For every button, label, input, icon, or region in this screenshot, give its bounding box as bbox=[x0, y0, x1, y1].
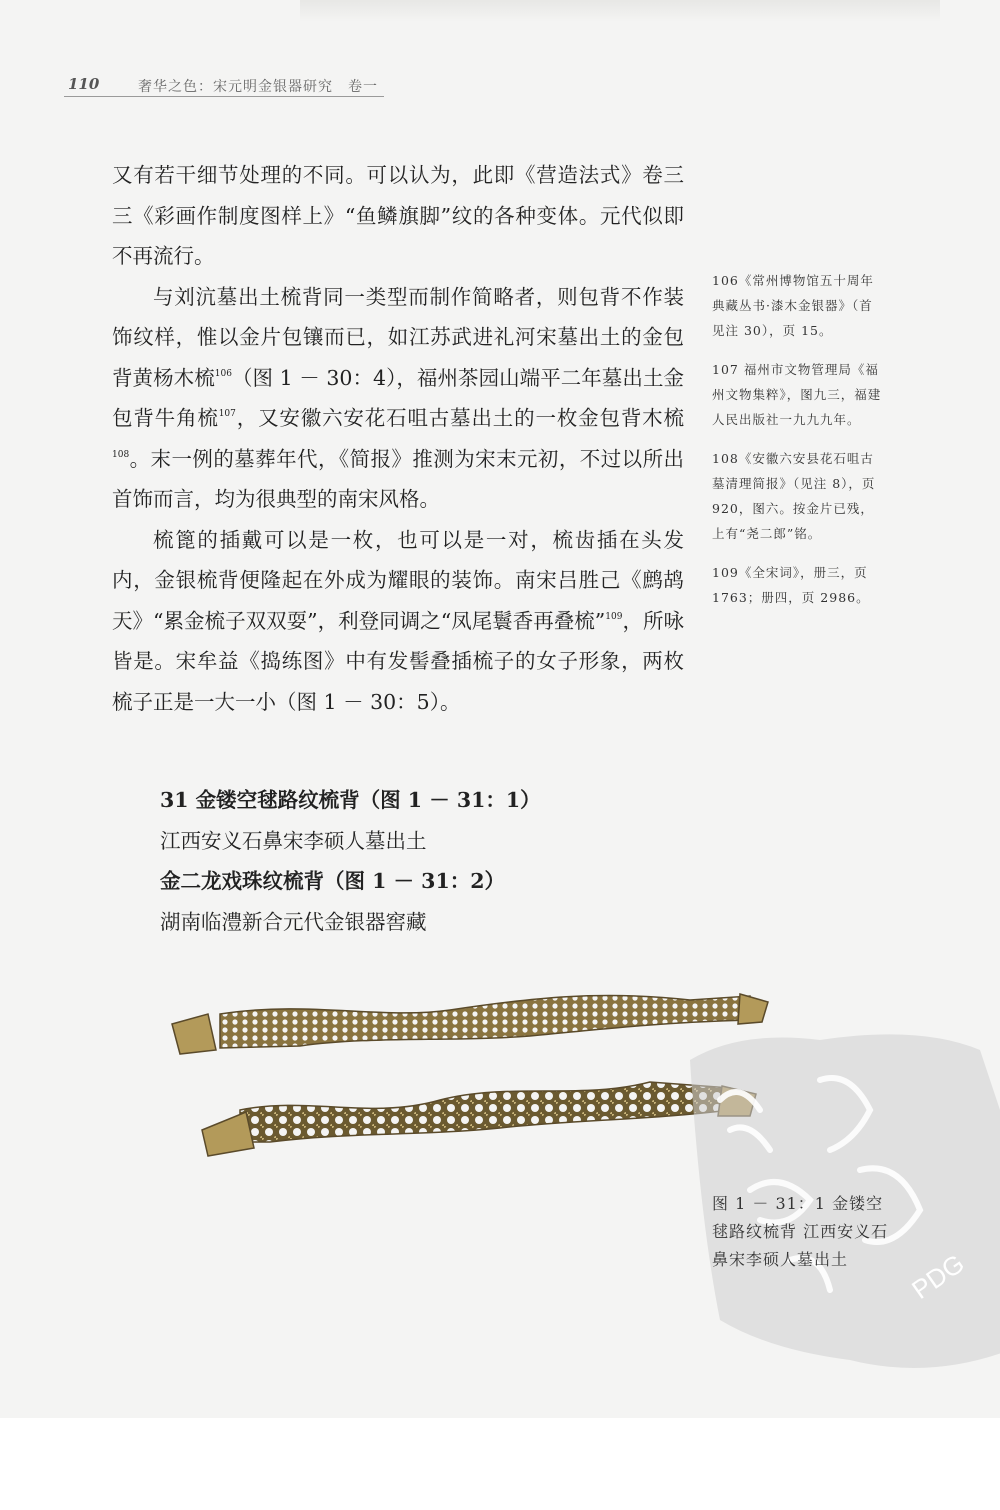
footnote-ref-108[interactable]: 108 bbox=[112, 449, 130, 460]
note-109: 109《全宋词》，册三，页 1763；册四，页 2986。 bbox=[712, 565, 870, 605]
paragraph-3 bbox=[112, 520, 684, 723]
running-header bbox=[64, 74, 384, 97]
figure-caption: 图 1 － 31：1 金镂空毬路纹梳背 江西安义石鼻宋李硕人墓出土 bbox=[712, 1194, 889, 1269]
running-title: 奢华之色：宋元明金银器研究 卷一 bbox=[138, 79, 378, 95]
entry-source-31-1: 江西安义石鼻宋李硕人墓出土 bbox=[160, 828, 427, 853]
paragraph-2 bbox=[112, 277, 684, 520]
entry-title-31-1: 31 金镂空毬路纹梳背（图 1 － 31：1） bbox=[160, 788, 541, 812]
watermark-text: PDG bbox=[906, 1248, 970, 1305]
note-106: 106《常州博物馆五十周年典藏丛书·漆木金银器》（首见注 30），页 15。 bbox=[712, 273, 874, 338]
page-number: 110 bbox=[68, 75, 100, 93]
paragraph-2-part-a: 与刘沆墓出土梳背同一类型而制作简略者，则包背不作装饰纹样，惟以金片包镶而已，如江苏武进礼河宋墓出土的金包背黄杨木梳 bbox=[112, 284, 684, 390]
catalog-entries bbox=[160, 780, 680, 942]
paragraph-3-part-a: 梳篦的插戴可以是一枚，也可以是一对，梳齿插在头发内，金银梳背便隆起在外成为耀眼的装饰。南宋吕胜己《鹧鸪天》“累金梳子双双耍”，利登同调之“凤尾鬟香再叠梳” bbox=[112, 527, 684, 633]
note-107: 107 福州市文物管理局《福州文物集粹》，图九三，福建人民出版社一九九九年。 bbox=[712, 362, 882, 427]
paragraph-1: 又有若干细节处理的不同。可以认为，此即《营造法式》卷三三《彩画作制度图样上》“鱼鳞旗脚”纹的各种变体。元代似即不再流行。 bbox=[112, 163, 684, 268]
comb-back-lower bbox=[202, 1082, 756, 1156]
entry-source-31-2: 湖南临澧新合元代金银器窖藏 bbox=[160, 909, 427, 934]
main-text bbox=[112, 155, 684, 722]
paragraph-3-part-b: ，所咏皆是。宋牟益《捣练图》中有发髻叠插梳子的女子形象，两枚梳子正是一大一小（图 1 － 30：5）。 bbox=[112, 608, 685, 714]
side-notes bbox=[712, 268, 882, 624]
footnote-ref-106[interactable]: 106 bbox=[214, 368, 232, 379]
comb-back-upper bbox=[172, 994, 768, 1054]
footnote-ref-107[interactable]: 107 bbox=[218, 409, 236, 419]
footnote-ref-109[interactable]: 109 bbox=[605, 611, 623, 622]
note-108: 108《安徽六安县花石咀古墓清理简报》（见注 8），页 920，图六。按金片已残，上有“尧二郎”铭。 bbox=[712, 451, 876, 541]
paragraph-2-part-c: ，又安徽六安花石咀古墓出土的一枚金包背木梳 bbox=[235, 406, 685, 430]
paragraph-2-part-b: （图 1 － 30：4），福州茶园山端平二年墓出土金包背牛角梳 bbox=[112, 365, 684, 430]
paragraph-2-part-d: 。末一例的墓葬年代，《简报》推测为宋末元初，不过以所出首饰而言，均为很典型的南宋风格。 bbox=[112, 446, 684, 511]
bleed-through-shadow bbox=[300, 0, 940, 22]
entry-title-31-2: 金二龙戏珠纹梳背（图 1 － 31：2） bbox=[160, 869, 505, 893]
